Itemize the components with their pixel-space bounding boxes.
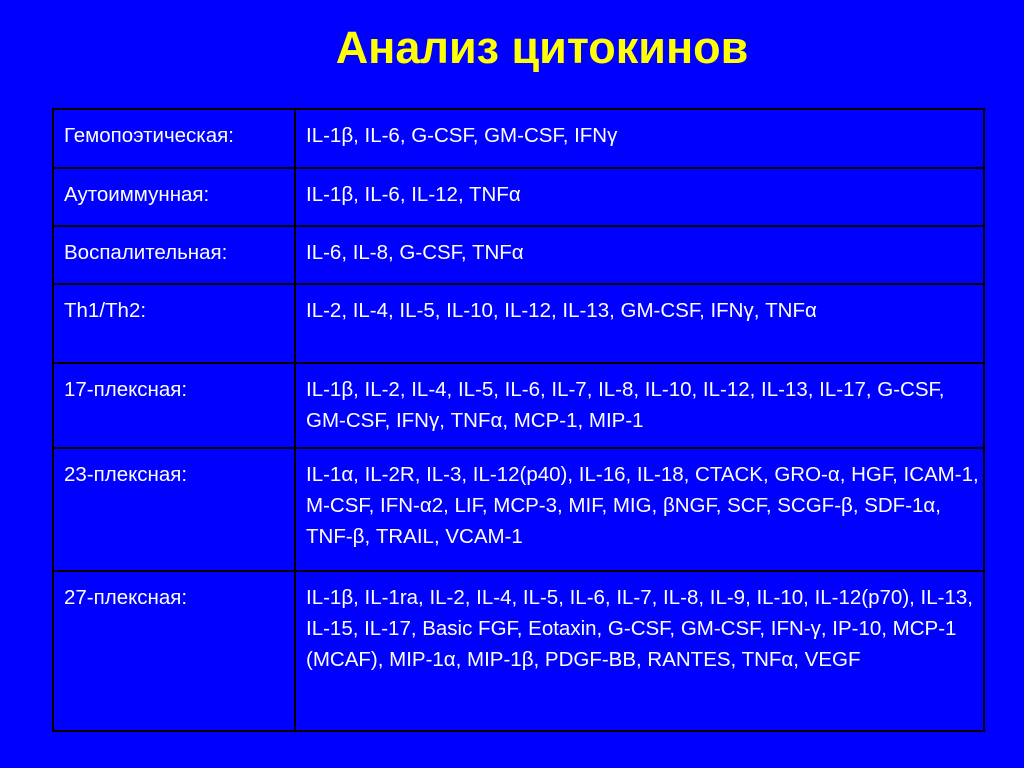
panel-name-cell: Аутоиммунная: <box>53 168 295 226</box>
cytokine-table <box>52 108 985 732</box>
cytokine-list-cell: IL-1α, IL-2R, IL-3, IL-12(p40), IL-16, IL-18, CTACK, GRO-α, HGF, ICAM-1, M-CSF, IFN-α2, LIF, MCP-3, MIF, MIG, βNGF, SCF, SCGF-β, SDF-1α, TNF-β, TRAIL, VCAM-1 <box>295 448 984 571</box>
panel-name-cell: Th1/Th2: <box>53 284 295 363</box>
panel-name-cell: Воспалительная: <box>53 226 295 284</box>
table-row <box>53 168 984 226</box>
cytokine-list-cell: IL-6, IL-8, G-CSF, TNFα <box>295 226 984 284</box>
panel-name-cell: Гемопоэтическая: <box>53 109 295 168</box>
table-row <box>53 284 984 363</box>
table-row <box>53 226 984 284</box>
cytokine-list-cell: IL-1β, IL-6, G-CSF, GM-CSF, IFNγ <box>295 109 984 168</box>
table-row <box>53 448 984 571</box>
table-row <box>53 109 984 168</box>
cytokine-list-cell: IL-1β, IL-6, IL-12, TNFα <box>295 168 984 226</box>
cytokine-list-cell: IL-2, IL-4, IL-5, IL-10, IL-12, IL-13, GM-CSF, IFNγ, TNFα <box>295 284 984 363</box>
cytokine-list-cell: IL-1β, IL-2, IL-4, IL-5, IL-6, IL-7, IL-8, IL-10, IL-12, IL-13, IL-17, G-CSF, GM-CSF, IFNγ, TNFα, MCP-1, MIP-1 <box>295 363 984 448</box>
table-row <box>53 571 984 731</box>
slide-title: Анализ цитокинов <box>335 22 749 73</box>
cytokine-list-cell: IL-1β, IL-1ra, IL-2, IL-4, IL-5, IL-6, IL-7, IL-8, IL-9, IL-10, IL-12(p70), IL-13, IL-15, IL-17, Basic FGF, Eotaxin, G-CSF, GM-CSF, IFN-γ, IP-10, MCP-1 (MCAF), MIP-1α, MIP-1β, PDGF-BB, RANTES, TNFα, VEGF <box>295 571 984 731</box>
panel-name-cell: 27-плексная: <box>53 571 295 731</box>
panel-name-cell: 23-плексная: <box>53 448 295 571</box>
table-row <box>53 363 984 448</box>
panel-name-cell: 17-плексная: <box>53 363 295 448</box>
